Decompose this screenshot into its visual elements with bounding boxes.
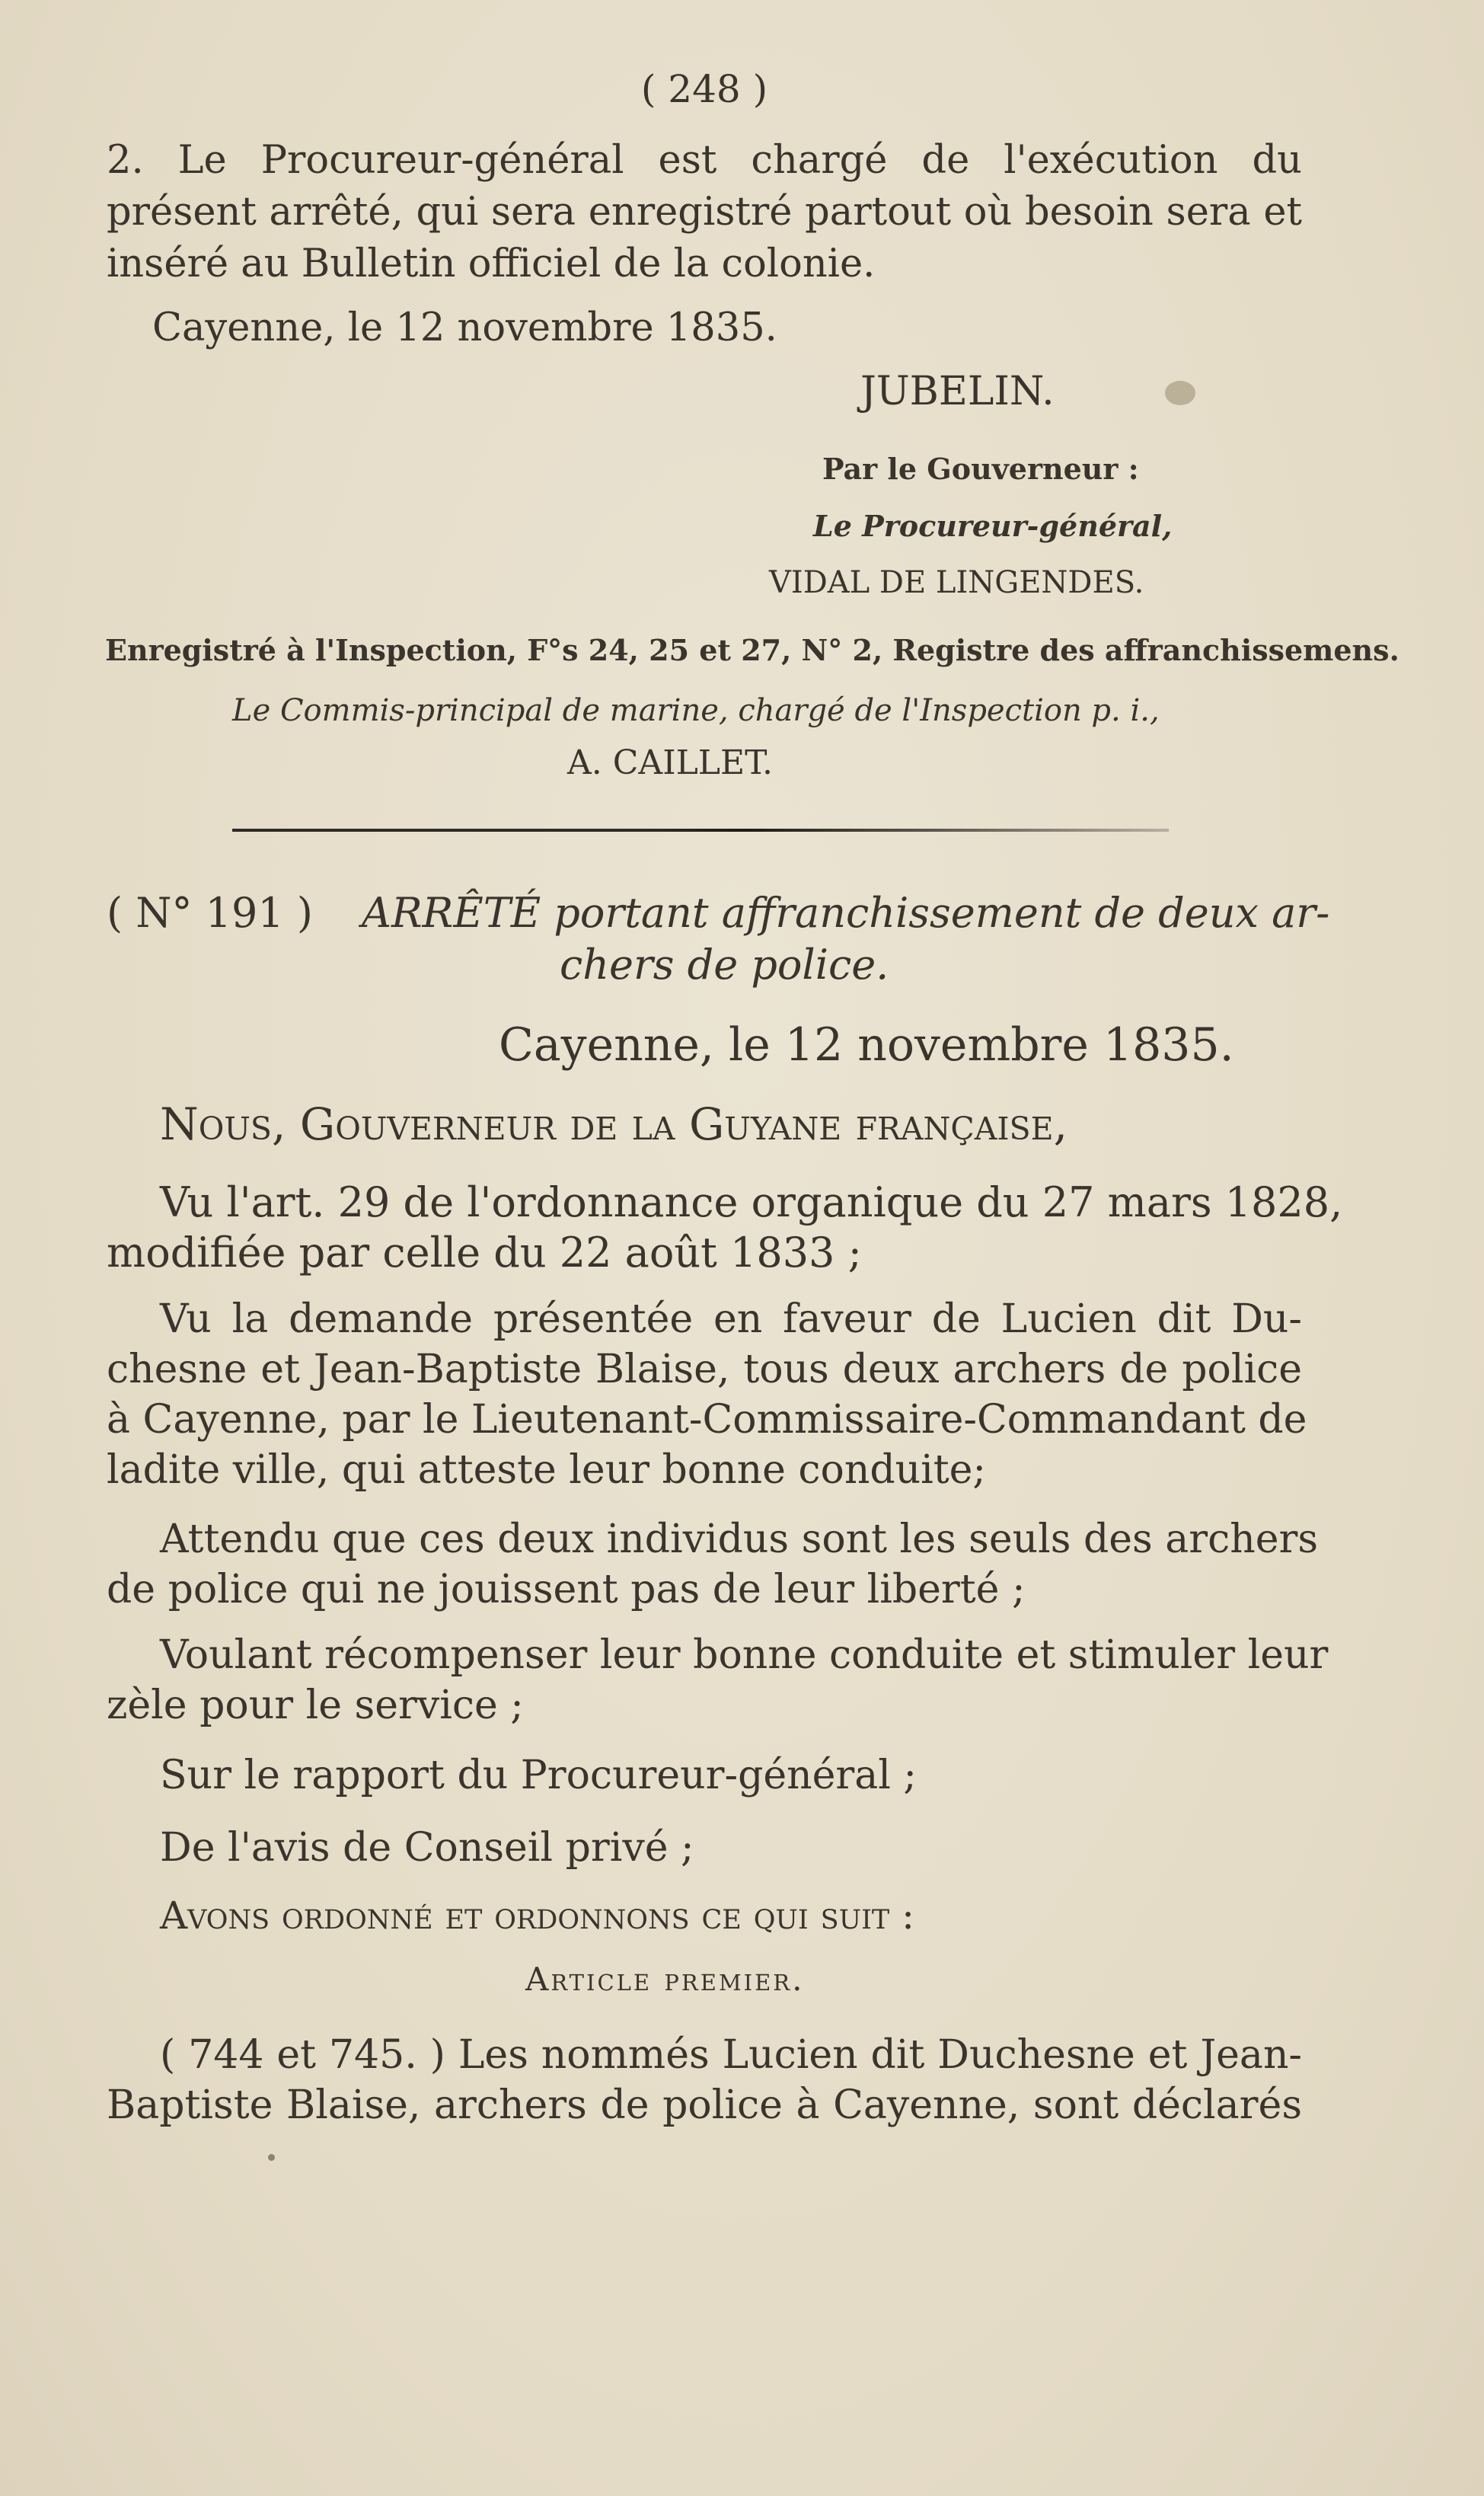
article-2-line-2: présent arrêté, qui sera enregistré partout où besoin sera et xyxy=(107,190,1302,235)
vu-ordonnance-line-2: modifiée par celle du 22 août 1833 ; xyxy=(107,1229,862,1277)
page-number: ( 248 ) xyxy=(640,67,768,111)
dateline-1: Cayenne, le 12 novembre 1835. xyxy=(152,305,777,350)
voulant-line-1: Voulant récompenser leur bonne conduite et stimuler leur xyxy=(160,1632,1329,1678)
de-l-avis: De l'avis de Conseil privé ; xyxy=(160,1825,694,1871)
nous-gouverneur: Nous, Gouverneur de la Guyane française, xyxy=(160,1098,1068,1150)
attendu-line-1: Attendu que ces deux individus sont les seuls des archers xyxy=(160,1516,1319,1562)
sur-le-rapport: Sur le rapport du Procureur-général ; xyxy=(160,1753,917,1798)
article-1-line-2: Baptiste Blaise, archers de police à Cayenne, sont déclarés xyxy=(107,2082,1302,2128)
decree-number: ( N° 191 ) xyxy=(107,889,313,937)
article-2-line-1: 2. Le Procureur-général est chargé de l'exécution du xyxy=(107,138,1302,183)
vu-ordonnance-line-1: Vu l'art. 29 de l'ordonnance organique du 27 mars 1828, xyxy=(160,1178,1343,1226)
attendu-line-2: de police qui ne jouissent pas de leur liberté ; xyxy=(107,1567,1026,1612)
article-2-line-3: inséré au Bulletin officiel de la colonie. xyxy=(107,241,876,286)
vu-demande-line-2: chesne et Jean-Baptiste Blaise, tous deux archers de police xyxy=(107,1347,1302,1392)
vu-demande-line-1: Vu la demande présentée en faveur de Lucien dit Du- xyxy=(160,1296,1302,1342)
section-divider xyxy=(232,829,1169,832)
dateline-2: Cayenne, le 12 novembre 1835. xyxy=(499,1018,1234,1072)
decree-title-line-2: chers de police. xyxy=(560,941,889,989)
procureur-name: VIDAL DE LINGENDES. xyxy=(769,565,1144,600)
article-premier-heading: Article premier. xyxy=(525,1961,805,1998)
par-le-gouverneur: Par le Gouverneur : xyxy=(822,452,1139,486)
commis-name: A. CAILLET. xyxy=(567,743,773,782)
procureur-title: Le Procureur-général, xyxy=(813,509,1173,543)
paper-speck xyxy=(268,2154,275,2161)
article-1-line-1: ( 744 et 745. ) Les nommés Lucien dit Duchesne et Jean- xyxy=(160,2032,1302,2078)
decree-title-line-1: ARRÊTÉ portant affranchissement de deux ar- xyxy=(362,889,1330,937)
registration-note: Enregistré à l'Inspection, F°s 24, 25 et 27, N° 2, Registre des affranchissemens. xyxy=(105,633,1399,667)
commis-title: Le Commis-principal de marine, chargé de l'Inspection p. i., xyxy=(232,693,1160,728)
vu-demande-line-4: ladite ville, qui atteste leur bonne conduite; xyxy=(107,1447,986,1493)
signature-jubelin: JUBELIN. xyxy=(860,369,1055,414)
paper-stain xyxy=(1165,381,1195,405)
voulant-line-2: zèle pour le service ; xyxy=(107,1683,524,1728)
vu-demande-line-3: à Cayenne, par le Lieutenant-Commissaire-Commandant de xyxy=(107,1397,1307,1443)
avons-ordonne: Avons ordonné et ordonnons ce qui suit : xyxy=(160,1894,914,1938)
